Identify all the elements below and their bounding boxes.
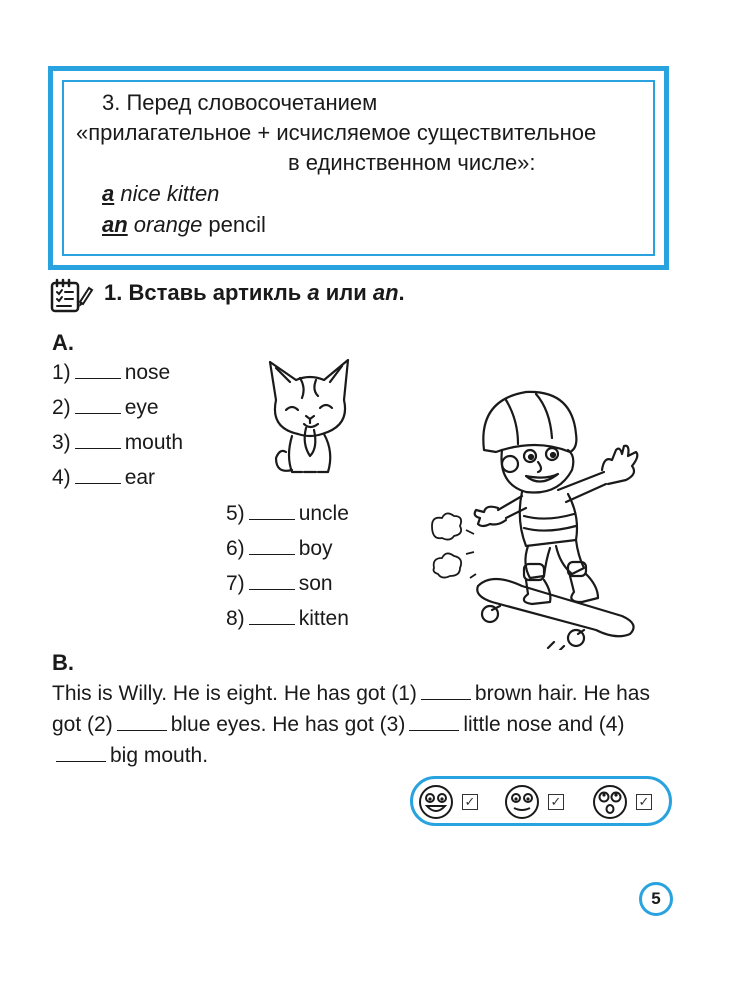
happy-face-icon bbox=[418, 784, 454, 820]
section-a-label: A. bbox=[52, 330, 74, 355]
item-number: 5) bbox=[226, 502, 245, 525]
rule-line-3: в единственном числе»: bbox=[288, 150, 536, 175]
item-number: 2) bbox=[52, 396, 71, 419]
example-adjective: orange bbox=[127, 212, 203, 237]
section-b-label: B. bbox=[52, 650, 74, 675]
answer-blank[interactable] bbox=[75, 362, 121, 379]
item-word: uncle bbox=[298, 502, 349, 525]
item-word: eye bbox=[124, 396, 159, 419]
exercise-item-5 bbox=[226, 502, 349, 526]
rule-example-1 bbox=[102, 179, 219, 209]
example-phrase-1: nice kitten bbox=[114, 181, 220, 206]
answer-blank[interactable] bbox=[249, 608, 295, 625]
item-word: ear bbox=[124, 466, 156, 489]
checkbox-happy[interactable]: ✓ bbox=[462, 794, 478, 810]
paragraph-text-2: brown hair. He has got (2) bbox=[52, 682, 650, 736]
paragraph-text-3: blue eyes. He has got (3) bbox=[170, 713, 406, 736]
rule-line-2: «прилагательное + исчисляемое существительное bbox=[76, 120, 597, 145]
exercise-item-2 bbox=[52, 396, 159, 420]
rule-line-1: 3. Перед словосочетанием bbox=[102, 90, 378, 115]
item-number: 3) bbox=[52, 431, 71, 454]
item-word: son bbox=[298, 572, 333, 595]
task-notepad-pencil-icon bbox=[50, 278, 94, 314]
exercise-item-4 bbox=[52, 466, 155, 490]
task-title-prefix: 1. Вставь артикль bbox=[104, 280, 308, 305]
answer-blank[interactable] bbox=[409, 714, 459, 731]
answer-blank[interactable] bbox=[75, 432, 121, 449]
page-number: 5 bbox=[639, 882, 673, 916]
task-title bbox=[104, 280, 405, 306]
checkbox-neutral[interactable]: ✓ bbox=[548, 794, 564, 810]
example-noun: pencil bbox=[202, 212, 266, 237]
item-number: 6) bbox=[226, 537, 245, 560]
kitten-illustration bbox=[262, 352, 358, 484]
neutral-face-icon bbox=[504, 784, 540, 820]
paragraph-text-4: little nose and (4) bbox=[463, 713, 625, 736]
answer-blank[interactable] bbox=[117, 714, 167, 731]
answer-blank[interactable] bbox=[249, 503, 295, 520]
answer-blank[interactable] bbox=[75, 467, 121, 484]
item-number: 8) bbox=[226, 607, 245, 630]
task-article-a: a bbox=[307, 280, 320, 305]
surprised-face-icon bbox=[592, 784, 628, 820]
item-word: nose bbox=[124, 361, 171, 384]
paragraph-text-1: This is Willy. He is eight. He has got (1) bbox=[52, 682, 417, 705]
item-number: 1) bbox=[52, 361, 71, 384]
exercise-item-7 bbox=[226, 572, 333, 596]
example-article-an: an bbox=[102, 212, 128, 237]
answer-blank[interactable] bbox=[56, 745, 106, 762]
exercise-item-6 bbox=[226, 537, 333, 561]
answer-blank[interactable] bbox=[249, 573, 295, 590]
task-connector: или bbox=[319, 280, 373, 305]
boy-skateboard-illustration bbox=[426, 380, 656, 650]
task-period: . bbox=[398, 280, 405, 305]
checkbox-surprised[interactable]: ✓ bbox=[636, 794, 652, 810]
item-word: kitten bbox=[298, 607, 349, 630]
example-article-a: a bbox=[102, 181, 115, 206]
section-b-paragraph bbox=[52, 678, 682, 771]
paragraph-text-5: big mouth. bbox=[110, 744, 209, 767]
item-number: 7) bbox=[226, 572, 245, 595]
item-word: mouth bbox=[124, 431, 184, 454]
exercise-item-8 bbox=[226, 607, 349, 631]
answer-blank[interactable] bbox=[421, 683, 471, 700]
rule-example-2 bbox=[102, 210, 266, 240]
answer-blank[interactable] bbox=[249, 538, 295, 555]
exercise-item-3 bbox=[52, 431, 183, 455]
task-article-an: an bbox=[372, 280, 399, 305]
item-number: 4) bbox=[52, 466, 71, 489]
exercise-item-1 bbox=[52, 361, 170, 385]
answer-blank[interactable] bbox=[75, 397, 121, 414]
item-word: boy bbox=[298, 537, 333, 560]
